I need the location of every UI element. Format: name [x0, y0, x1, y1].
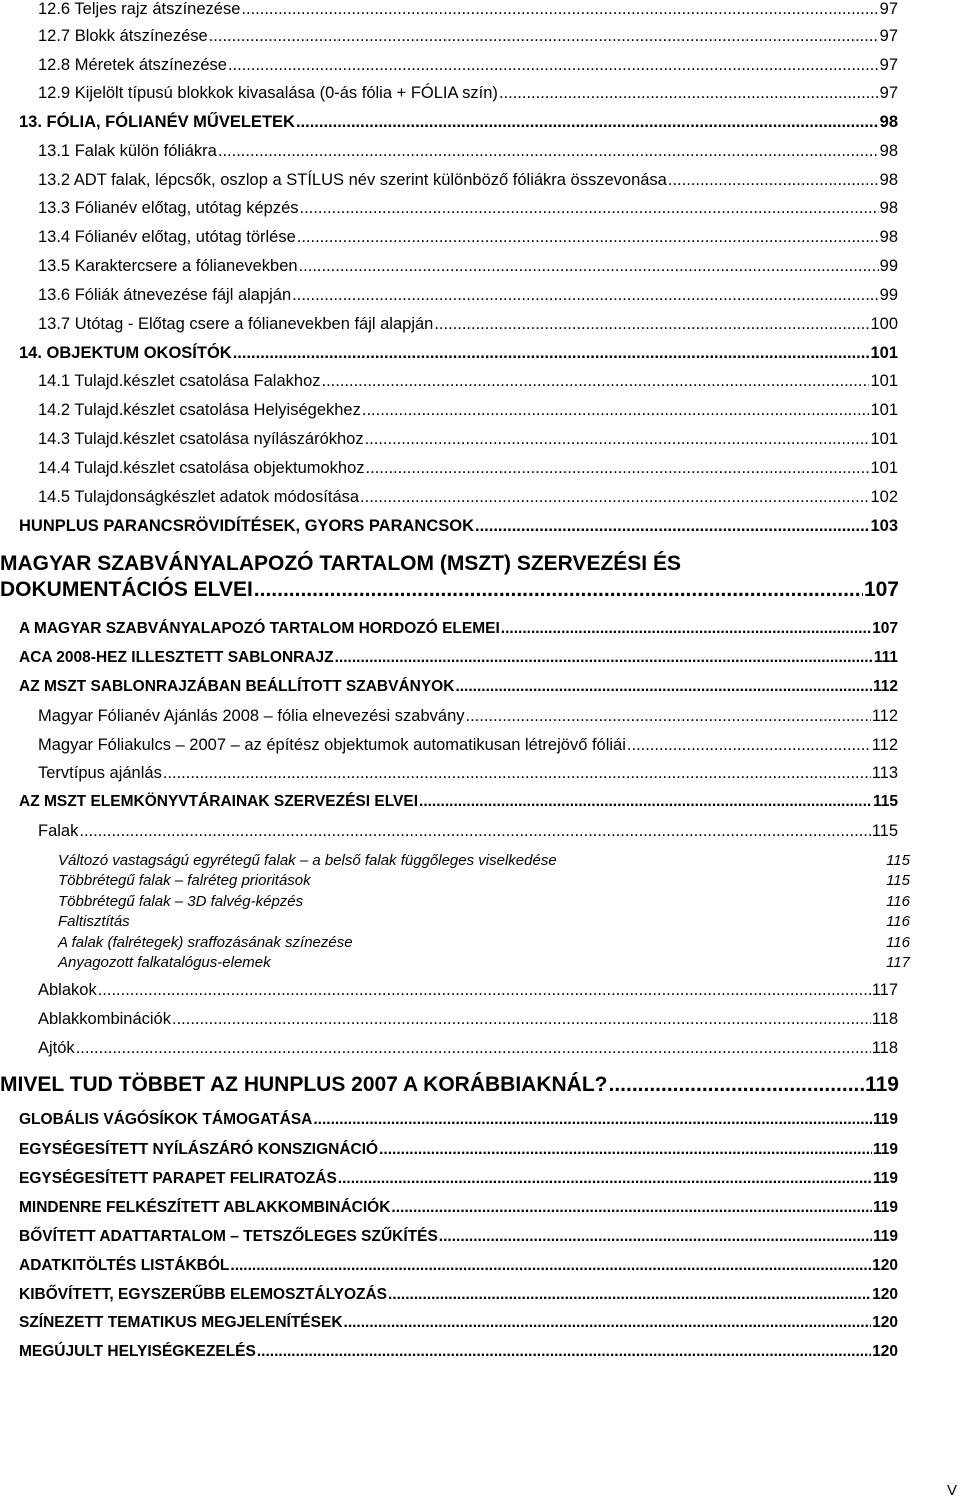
- toc-entry-title: HUNPLUS PARANCSRÖVIDÍTÉSEK, GYORS PARANCSOK: [19, 517, 475, 535]
- toc-entry-page: 119: [872, 1228, 898, 1245]
- toc-entry-page: 115: [886, 852, 910, 869]
- toc-entry-page: 119: [872, 1111, 898, 1128]
- toc-entry-title: 12.9 Kijelölt típusú blokkok kivasalása (0-ás fólia + FÓLIA szín): [38, 84, 498, 102]
- toc-leader-dots: [362, 401, 870, 420]
- toc-leader-dots: [297, 228, 879, 247]
- toc-entry-page: 111: [873, 649, 898, 666]
- toc-leader-dots: [79, 822, 870, 841]
- toc-leader-dots: [313, 1111, 872, 1129]
- toc-entry-aca-2008-hez-illesztett-sablonrajz[interactable]: [19, 649, 898, 667]
- toc-leader-dots: [98, 981, 871, 1000]
- toc-entry-page: 101: [870, 459, 898, 477]
- toc-entry-egysegesitett-parapet-feliratozas[interactable]: [19, 1170, 898, 1188]
- toc-entry-title: 14.4 Tulajd.készlet csatolása objektumokhoz: [38, 459, 365, 477]
- toc-leader-dots: [608, 1073, 864, 1097]
- toc-entry-title: A falak (falrétegek) sraffozásának színezése: [58, 934, 353, 951]
- toc-entry-page: 101: [870, 372, 898, 390]
- toc-entry-13-folia-folianev-muveletek[interactable]: [19, 113, 898, 132]
- toc-entry-14-4-tulajd-keszlet-csatolasa-objektumok[interactable]: [38, 459, 898, 478]
- toc-entry-title-line1: MAGYAR SZABVÁNYALAPOZÓ TARTALOM (MSZT) SZERVEZÉSI ÉS: [0, 552, 681, 575]
- toc-entry-title: 14.5 Tulajdonságkészlet adatok módosítása: [38, 488, 360, 506]
- toc-entry-a-falak-falretegek-sraffozasanak-szineze[interactable]: [58, 934, 910, 951]
- toc-entry-13-1-falak-kulon-foliakra[interactable]: [38, 142, 898, 161]
- toc-leader-dots: [254, 578, 863, 602]
- toc-entry-title: 13.4 Fólianév előtag, utótag törlése: [38, 228, 296, 246]
- toc-entry-anyagozott-falkatalogus-elemek[interactable]: [58, 954, 910, 971]
- toc-entry-mindenre-felkeszitett-ablakkombinaciok[interactable]: [19, 1199, 898, 1217]
- toc-entry-kibovitett-egyszerubb-elemosztalyozas[interactable]: [19, 1286, 898, 1304]
- toc-leader-dots: [668, 171, 879, 190]
- toc-leader-dots: [257, 1343, 871, 1361]
- toc-entry-title: Változó vastagságú egyrétegű falak – a belső falak függőleges viselkedése: [58, 852, 557, 869]
- toc-entry-13-3-folianev-elotag-utotag-kepzes[interactable]: [38, 199, 898, 218]
- toc-entry-adatkitoltes-listakbol[interactable]: [19, 1257, 898, 1275]
- toc-entry-title: 14.1 Tulajd.készlet csatolása Falakhoz: [38, 372, 321, 390]
- toc-entry-page: 98: [879, 142, 898, 160]
- toc-entry-hunplus-parancsroviditesek-gyors-parancs[interactable]: [19, 517, 898, 536]
- toc-leader-dots: [455, 678, 872, 696]
- toc-entry-bovitett-adattartalom-tetszoleges-szukit[interactable]: [19, 1228, 898, 1246]
- toc-leader-dots: [379, 1141, 872, 1159]
- toc-leader-dots: [466, 707, 871, 726]
- toc-entry-a-magyar-szabvanyalapozo-tartalom-hordoz[interactable]: [19, 620, 898, 638]
- toc-entry-title: A MAGYAR SZABVÁNYALAPOZÓ TARTALOM HORDOZÓ ELEMEI: [19, 620, 500, 637]
- toc-entry-title: BŐVÍTETT ADATTARTALOM – TETSZŐLEGES SZŰKÍTÉS: [19, 1228, 438, 1245]
- toc-entry-page: 116: [886, 893, 910, 910]
- toc-entry-page: 101: [870, 344, 898, 362]
- toc-entry-page: 102: [870, 488, 898, 506]
- toc-entry-title: 14.3 Tulajd.készlet csatolása nyílászárókhoz: [38, 430, 364, 448]
- toc-entry-title: Tervtípus ajánlás: [38, 764, 162, 782]
- toc-entry-title: 12.6 Teljes rajz átszínezése: [38, 0, 241, 18]
- toc-entry-title: 13.6 Fóliák átnevezése fájl alapján: [38, 286, 292, 304]
- toc-leader-dots: [366, 459, 870, 478]
- toc-entry-mivel-tud-tobbet-az-hunplus-2007-a-korab[interactable]: [0, 1073, 899, 1097]
- toc-entry-14-3-tulajd-keszlet-csatolasa-nyilaszaro[interactable]: [38, 430, 898, 449]
- toc-entry-page: 120: [872, 1257, 898, 1274]
- toc-entry-title: KIBŐVÍTETT, EGYSZERŰBB ELEMOSZTÁLYOZÁS: [19, 1286, 388, 1303]
- toc-entry-13-7-utotag-elotag-csere-a-folianevekben[interactable]: [38, 315, 898, 334]
- toc-entry-faltisztitas[interactable]: [58, 913, 910, 930]
- toc-entry-globalis-vagosikok-tamogatasa[interactable]: [19, 1111, 898, 1129]
- toc-entry-tervtipus-ajanlas[interactable]: [38, 764, 898, 783]
- toc-entry-page: 98: [879, 199, 898, 217]
- toc-entry-page: 101: [870, 430, 898, 448]
- toc-entry-page: 120: [872, 1286, 898, 1303]
- toc-leader-dots: [419, 793, 872, 811]
- toc-entry-page: 97: [879, 56, 898, 74]
- toc-entry-title-line2: DOKUMENTÁCIÓS ELVEI: [0, 578, 253, 601]
- toc-entry-14-objektum-okositok[interactable]: [19, 344, 898, 363]
- toc-entry-page: 119: [872, 1141, 898, 1158]
- page-number: V: [947, 1482, 958, 1499]
- toc-entry-title: Anyagozott falkatalógus-elemek: [58, 954, 271, 971]
- toc-entry-13-4-folianev-elotag-utotag-torlese[interactable]: [38, 228, 898, 247]
- toc-entry-title: Ajtók: [38, 1039, 75, 1057]
- toc-entry-tobbretegu-falak-falreteg-prioritasok[interactable]: [58, 872, 910, 889]
- toc-leader-dots: [439, 1228, 872, 1246]
- toc-entry-title: 13.2 ADT falak, lépcsők, oszlop a STÍLUS név szerint különböző fóliákra összevonása: [38, 171, 667, 189]
- toc-entry-title: Magyar Fólianév Ajánlás 2008 – fólia elnevezési szabvány: [38, 707, 465, 725]
- toc-leader-dots: [209, 27, 879, 46]
- toc-entry-title: 13.7 Utótag - Előtag csere a fólianevekben fájl alapján: [38, 315, 434, 333]
- toc-entry-14-5-tulajdonsagkeszlet-adatok-modositas[interactable]: [38, 488, 898, 507]
- toc-entry-page: 98: [879, 228, 898, 246]
- toc-entry-az-mszt-sablonrajzaban-beallitott-szabva[interactable]: [19, 678, 898, 696]
- toc-entry-title: Faltisztítás: [58, 913, 130, 930]
- toc-leader-dots: [388, 1286, 871, 1304]
- toc-entry-page: 98: [879, 171, 898, 189]
- toc-leader-dots: [76, 1039, 871, 1058]
- toc-entry-13-2-adt-falak-lepcsok-oszlop-a-stilus-n[interactable]: [38, 171, 898, 190]
- toc-entry-megujult-helyisegkezeles[interactable]: [19, 1343, 898, 1361]
- toc-entry-page: 97: [879, 84, 898, 102]
- toc-leader-dots: [322, 372, 870, 391]
- toc-entry-14-2-tulajd-keszlet-csatolasa-helyisegek[interactable]: [38, 401, 898, 420]
- toc-entry-page: 115: [871, 822, 898, 840]
- toc-leader-dots: [365, 430, 870, 449]
- toc-entry-title: MINDENRE FELKÉSZÍTETT ABLAKKOMBINÁCIÓK: [19, 1199, 391, 1216]
- toc-leader-dots: [391, 1199, 872, 1217]
- toc-entry-page: 107: [872, 620, 898, 637]
- toc-entry-szinezett-tematikus-megjelenitesek[interactable]: [19, 1314, 898, 1332]
- toc-entry-title: AZ MSZT SABLONRAJZÁBAN BEÁLLÍTOTT SZABVÁNYOK: [19, 678, 455, 695]
- toc-entry-page: 103: [870, 517, 898, 535]
- toc-entry-egysegesitett-nyilaszaro-konszignacio[interactable]: [19, 1141, 898, 1159]
- toc-leader-dots: [172, 1010, 871, 1029]
- toc-entry-title: 12.7 Blokk átszínezése: [38, 27, 208, 45]
- toc-entry-page: 119: [865, 1073, 899, 1096]
- toc-entry-ablakok[interactable]: [38, 981, 898, 1000]
- toc-entry-magyar-folianev-ajanlas-2008-folia-elnev[interactable]: [38, 707, 898, 726]
- toc-entry-az-mszt-elemkonyvtarainak-szervezesi-elv[interactable]: [19, 793, 898, 811]
- toc-entry-title: AZ MSZT ELEMKÖNYVTÁRAINAK SZERVEZÉSI ELVEI: [19, 793, 419, 810]
- toc-entry-title: EGYSÉGESÍTETT NYÍLÁSZÁRÓ KONSZIGNÁCIÓ: [19, 1141, 379, 1158]
- toc-entry-title: GLOBÁLIS VÁGÓSÍKOK TÁMOGATÁSA: [19, 1111, 313, 1128]
- toc-entry-12-7-blokk-atszinezese[interactable]: [38, 27, 898, 46]
- toc-leader-dots: [299, 257, 879, 276]
- toc-leader-dots: [434, 315, 869, 334]
- toc-entry-page: 118: [871, 1039, 898, 1057]
- toc-entry-title: 14.2 Tulajd.készlet csatolása Helyiségekhez: [38, 401, 361, 419]
- toc-entry-page: 115: [886, 872, 910, 889]
- toc-entry-tobbretegu-falak-3d-falveg-kepzes[interactable]: [58, 893, 910, 910]
- toc-leader-dots: [360, 488, 869, 507]
- toc-entry-ablakkombinaciok[interactable]: [38, 1010, 898, 1029]
- toc-entry-page: 98: [879, 113, 898, 131]
- toc-entry-page: 112: [871, 707, 898, 725]
- toc-leader-dots: [233, 344, 870, 363]
- toc-entry-title: Magyar Fóliakulcs – 2007 – az építész objektumok automatikusan létrejövő fóliái: [38, 736, 626, 754]
- toc-entry-title: Ablakok: [38, 981, 97, 999]
- toc-entry-title: SZÍNEZETT TEMATIKUS MEGJELENÍTÉSEK: [19, 1314, 343, 1331]
- toc-entry-title: ACA 2008-HEZ ILLESZTETT SABLONRAJZ: [19, 649, 334, 666]
- toc-entry-12-8-meretek-atszinezese[interactable]: [38, 56, 898, 75]
- toc-entry-page: 116: [886, 913, 910, 930]
- toc-entry-page: 118: [871, 1010, 898, 1028]
- toc-leader-dots: [241, 0, 878, 19]
- toc-leader-dots: [475, 517, 869, 536]
- toc-entry-page: 107: [863, 578, 899, 601]
- toc-entry-13-5-karaktercsere-a-folianevekben[interactable]: [38, 257, 898, 276]
- toc-entry-page: 99: [879, 257, 898, 275]
- toc-entry-title: 13.3 Fólianév előtag, utótag képzés: [38, 199, 299, 217]
- toc-entry-page: 112: [871, 736, 898, 754]
- toc-leader-dots: [300, 199, 879, 218]
- toc-leader-dots: [627, 736, 871, 755]
- toc-entry-page: 100: [870, 315, 898, 333]
- toc-entry-title: MIVEL TUD TÖBBET AZ HUNPLUS 2007 A KORÁBBIAKNÁL?: [0, 1073, 608, 1096]
- toc-entry-magyar-foliakulcs-2007-az-epitesz-objekt[interactable]: [38, 736, 898, 755]
- toc-entry-title: 13.1 Falak külön fóliákra: [38, 142, 217, 160]
- toc-entry-page: 119: [872, 1199, 898, 1216]
- toc-entry-page: 120: [872, 1314, 898, 1331]
- toc-entry-title: 13. FÓLIA, FÓLIANÉV MŰVELETEK: [19, 113, 295, 131]
- toc-leader-dots: [292, 286, 878, 305]
- toc-entry-page: 116: [886, 934, 910, 951]
- toc-entry-title: MEGÚJULT HELYISÉGKEZELÉS: [19, 1343, 256, 1360]
- toc-entry-page: 112: [872, 678, 898, 695]
- toc-entry-13-6-foliak-atnevezese-fajl-alapjan[interactable]: [38, 286, 898, 305]
- toc-entry-title: Többrétegű falak – falréteg prioritások: [58, 872, 311, 889]
- toc-entry-page: 119: [872, 1170, 898, 1187]
- toc-entry-14-1-tulajd-keszlet-csatolasa-falakhoz[interactable]: [38, 372, 898, 391]
- toc-entry-title: Falak: [38, 822, 79, 840]
- toc-entry-title: 13.5 Karaktercsere a fólianevekben: [38, 257, 298, 275]
- toc-entry-title: 12.8 Méretek átszínezése: [38, 56, 227, 74]
- toc-entry-ajtok[interactable]: [38, 1039, 898, 1058]
- toc-entry-page: 115: [872, 793, 898, 810]
- toc-leader-dots: [163, 764, 871, 783]
- toc-entry-page: 99: [879, 286, 898, 304]
- toc-entry-page: 97: [879, 27, 898, 45]
- toc-leader-dots: [218, 142, 879, 161]
- toc-leader-dots: [501, 620, 871, 638]
- toc-leader-dots: [338, 1170, 872, 1188]
- toc-leader-dots: [344, 1314, 872, 1332]
- toc-entry-12-9-kijelolt-tipusu-blokkok-kivasalasa-[interactable]: [38, 84, 898, 103]
- toc-entry-page: 117: [886, 954, 910, 971]
- toc-leader-dots: [499, 84, 879, 103]
- toc-entry-title: Többrétegű falak – 3D falvég-képzés: [58, 893, 304, 910]
- toc-entry-title: ADATKITÖLTÉS LISTÁKBÓL: [19, 1257, 230, 1274]
- toc-entry-valtozo-vastagsagu-egyretegu-falak-a-bel[interactable]: [58, 852, 910, 869]
- toc-leader-dots: [296, 113, 879, 132]
- toc-leader-dots: [228, 56, 879, 75]
- toc-leader-dots: [230, 1257, 871, 1275]
- toc-entry-page: 117: [871, 981, 898, 999]
- toc-entry-falak[interactable]: [38, 822, 898, 841]
- toc-entry-page: 113: [871, 764, 898, 782]
- toc-entry-page: 120: [872, 1343, 898, 1360]
- toc-leader-dots: [335, 649, 873, 667]
- toc-entry-page: 97: [879, 0, 898, 18]
- toc-entry-title: Ablakkombinációk: [38, 1010, 171, 1028]
- toc-entry-12-6-teljes-rajz-atszinezese[interactable]: [38, 0, 898, 19]
- toc-entry-page: 101: [870, 401, 898, 419]
- toc-entry-title: 14. OBJEKTUM OKOSÍTÓK: [19, 344, 232, 362]
- toc-entry-title: EGYSÉGESÍTETT PARAPET FELIRATOZÁS: [19, 1170, 337, 1187]
